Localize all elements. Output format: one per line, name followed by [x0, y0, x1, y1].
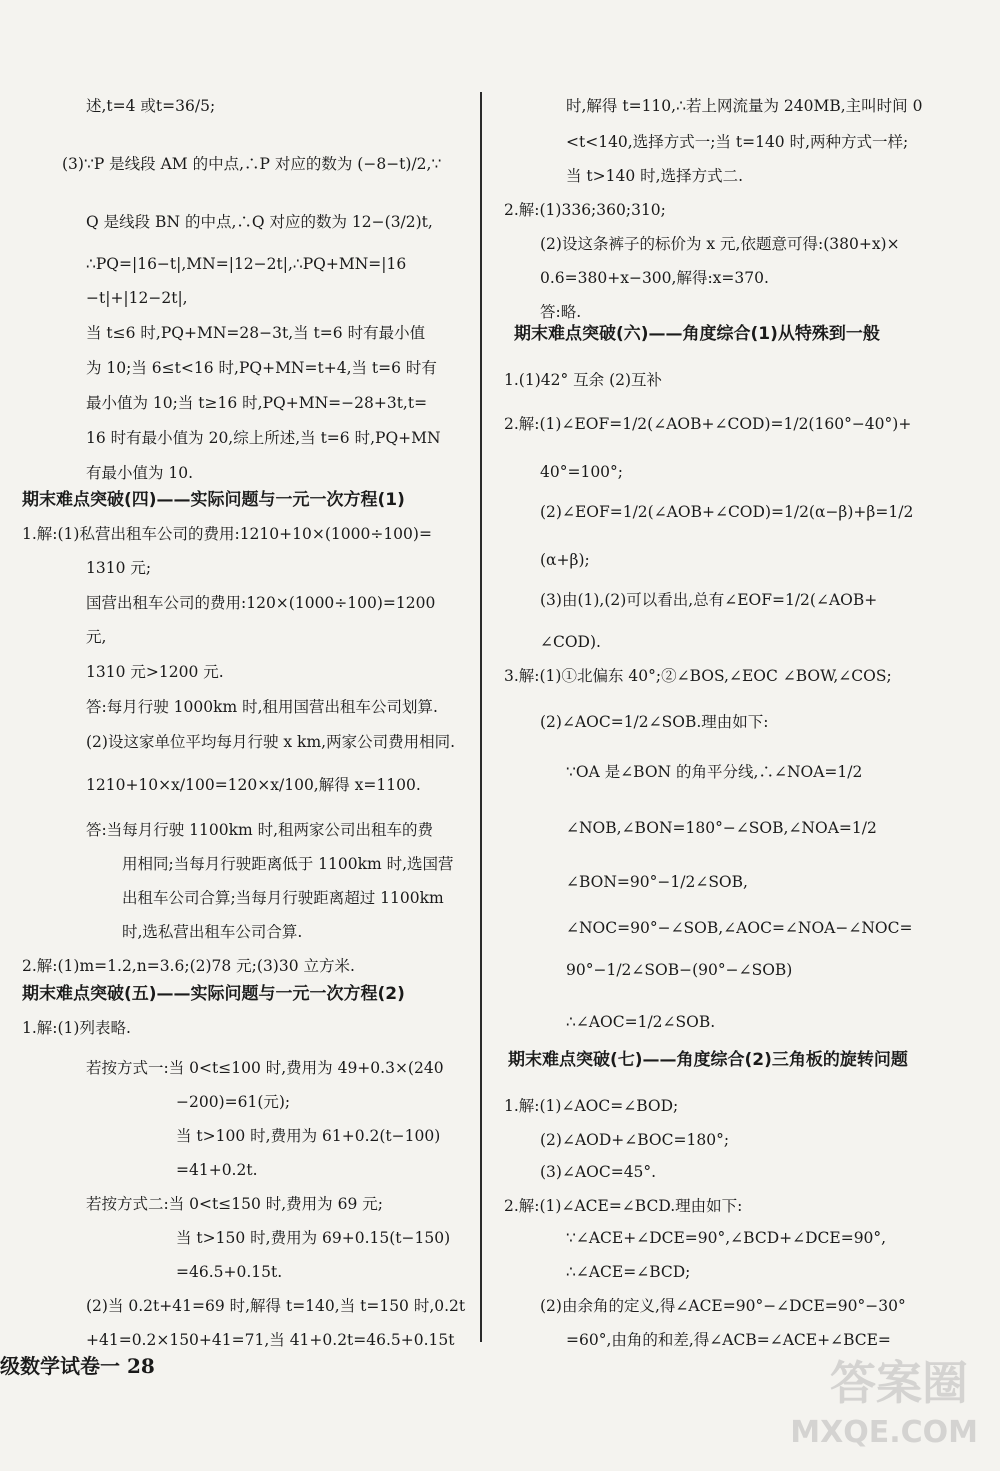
answer-line: =60°,由角的和差,得∠ACB=∠ACE+∠BCE=	[566, 1331, 891, 1349]
answer-line: 1310 元>1200 元.	[86, 663, 224, 681]
answer-line: 若按方式二:当 0<t≤150 时,费用为 69 元;	[86, 1195, 383, 1213]
answer-line: ∠BON=90°−1/2∠SOB,	[566, 873, 748, 891]
answer-line: Q 是线段 BN 的中点,∴Q 对应的数为 12−(3/2)t,	[86, 213, 433, 231]
answer-line: (3)∠AOC=45°.	[540, 1163, 657, 1181]
watermark-text: 答案圈	[830, 1356, 968, 1410]
answer-line: 1.解:(1)∠AOC=∠BOD;	[504, 1097, 679, 1115]
section-heading: 期末难点突破(七)——角度综合(2)三角板的旋转问题	[508, 1050, 908, 1070]
watermark-url: MXQE.COM	[790, 1415, 978, 1450]
answer-line: <t<140,选择方式一;当 t=140 时,两种方式一样;	[566, 133, 909, 151]
answer-line: =46.5+0.15t.	[176, 1263, 283, 1281]
answer-line: 答:每月行驶 1000km 时,租用国营出租车公司划算.	[86, 698, 438, 716]
section-heading: 期末难点突破(五)——实际问题与一元一次方程(2)	[22, 984, 405, 1004]
answer-line: 当 t≤6 时,PQ+MN=28−3t,当 t=6 时有最小值	[86, 324, 426, 342]
answer-line: 国营出租车公司的费用:120×(1000÷100)=1200	[86, 594, 436, 612]
answer-line: (3)由(1),(2)可以看出,总有∠EOF=1/2(∠AOB+	[540, 591, 878, 609]
answer-line: ∴PQ=|16−t|,MN=|12−2t|,∴PQ+MN=|16	[86, 255, 407, 273]
answer-line: 2.解:(1)336;360;310;	[504, 201, 666, 219]
answer-line: 时,解得 t=110,∴若上网流量为 240MB,主叫时间 0	[566, 97, 923, 115]
answer-line: ∵∠ACE+∠DCE=90°,∠BCD+∠DCE=90°,	[566, 1229, 887, 1247]
answer-line: (2)设这条裤子的标价为 x 元,依题意可得:(380+x)×	[540, 235, 900, 253]
answer-line: 用相同;当每月行驶距离低于 1100km 时,选国营	[122, 855, 454, 873]
answer-line: 2.解:(1)∠EOF=1/2(∠AOB+∠COD)=1/2(160°−40°)+	[504, 415, 912, 433]
answer-line: 1310 元;	[86, 559, 152, 577]
answer-line: (3)∵P 是线段 AM 的中点,∴P 对应的数为 (−8−t)/2,∵	[62, 155, 442, 173]
answer-line: 2.解:(1)m=1.2,n=3.6;(2)78 元;(3)30 立方米.	[22, 957, 355, 975]
answer-line: 当 t>150 时,费用为 69+0.15(t−150)	[176, 1229, 451, 1247]
section-heading: 期末难点突破(六)——角度综合(1)从特殊到一般	[514, 324, 880, 344]
answer-line: ∠COD).	[540, 633, 601, 651]
answer-line: 1.解:(1)列表略.	[22, 1019, 131, 1037]
answer-line: 当 t>100 时,费用为 61+0.2(t−100)	[176, 1127, 441, 1145]
answer-line: −200)=61(元);	[176, 1093, 291, 1111]
answer-line: 答:略.	[540, 303, 582, 321]
answer-line: (2)∠AOC=1/2∠SOB.理由如下:	[540, 713, 769, 731]
answer-line: (2)设这家单位平均每月行驶 x km,两家公司费用相同.	[86, 733, 455, 751]
answer-line: ∴∠ACE=∠BCD;	[566, 1263, 691, 1281]
answer-line: −t|+|12−2t|,	[86, 289, 188, 307]
answer-line: +41=0.2×150+41=71,当 41+0.2t=46.5+0.15t	[86, 1331, 455, 1349]
answer-line: 元,	[86, 628, 107, 646]
answer-line: ∵OA 是∠BON 的角平分线,∴∠NOA=1/2	[566, 763, 863, 781]
answer-line: 若按方式一:当 0<t≤100 时,费用为 49+0.3×(240	[86, 1059, 444, 1077]
answer-line: 答:当每月行驶 1100km 时,租两家公司出租车的费	[86, 821, 434, 839]
answer-line: 1.解:(1)私营出租车公司的费用:1210+10×(1000÷100)=	[22, 525, 432, 543]
answer-line: 90°−1/2∠SOB−(90°−∠SOB)	[566, 961, 793, 979]
answer-line: (α+β);	[540, 551, 590, 569]
watermark-logo	[788, 1339, 978, 1459]
answer-line: 述,t=4 或t=36/5;	[86, 97, 216, 115]
page-footer: 级数学试卷一 28	[0, 1354, 155, 1378]
column-divider	[480, 92, 482, 1342]
answer-line: 2.解:(1)∠ACE=∠BCD.理由如下:	[504, 1197, 743, 1215]
answer-line: ∠NOC=90°−∠SOB,∠AOC=∠NOA−∠NOC=	[566, 919, 913, 937]
answer-line: 0.6=380+x−300,解得:x=370.	[540, 269, 769, 287]
answer-line: (2)由余角的定义,得∠ACE=90°−∠DCE=90°−30°	[540, 1297, 906, 1315]
answer-line: (2)∠EOF=1/2(∠AOB+∠COD)=1/2(α−β)+β=1/2	[540, 503, 914, 521]
answer-line: 时,选私营出租车公司合算.	[122, 923, 303, 941]
section-heading: 期末难点突破(四)——实际问题与一元一次方程(1)	[22, 490, 405, 510]
answer-line: ∠NOB,∠BON=180°−∠SOB,∠NOA=1/2	[566, 819, 877, 837]
answer-line: ∴∠AOC=1/2∠SOB.	[566, 1013, 716, 1031]
answer-line: 最小值为 10;当 t≥16 时,PQ+MN=−28+3t,t=	[86, 394, 428, 412]
answer-line: 当 t>140 时,选择方式二.	[566, 167, 744, 185]
answer-line: 16 时有最小值为 20,综上所述,当 t=6 时,PQ+MN	[86, 429, 441, 447]
answer-line: (2)当 0.2t+41=69 时,解得 t=140,当 t=150 时,0.2t	[86, 1297, 466, 1315]
answer-line: 出租车公司合算;当每月行驶距离超过 1100km	[122, 889, 444, 907]
answer-line: 有最小值为 10.	[86, 464, 194, 482]
answer-line: (2)∠AOD+∠BOC=180°;	[540, 1131, 730, 1149]
answer-line: 为 10;当 6≤t<16 时,PQ+MN=t+4,当 t=6 时有	[86, 359, 437, 377]
answer-line: 1.(1)42° 互余 (2)互补	[504, 371, 663, 389]
answer-line: 1210+10×x/100=120×x/100,解得 x=1100.	[86, 776, 421, 794]
answer-line: =41+0.2t.	[176, 1161, 258, 1179]
answer-line: 3.解:(1)①北偏东 40°;②∠BOS,∠EOC ∠BOW,∠COS;	[504, 667, 892, 685]
answer-line: 40°=100°;	[540, 463, 624, 481]
